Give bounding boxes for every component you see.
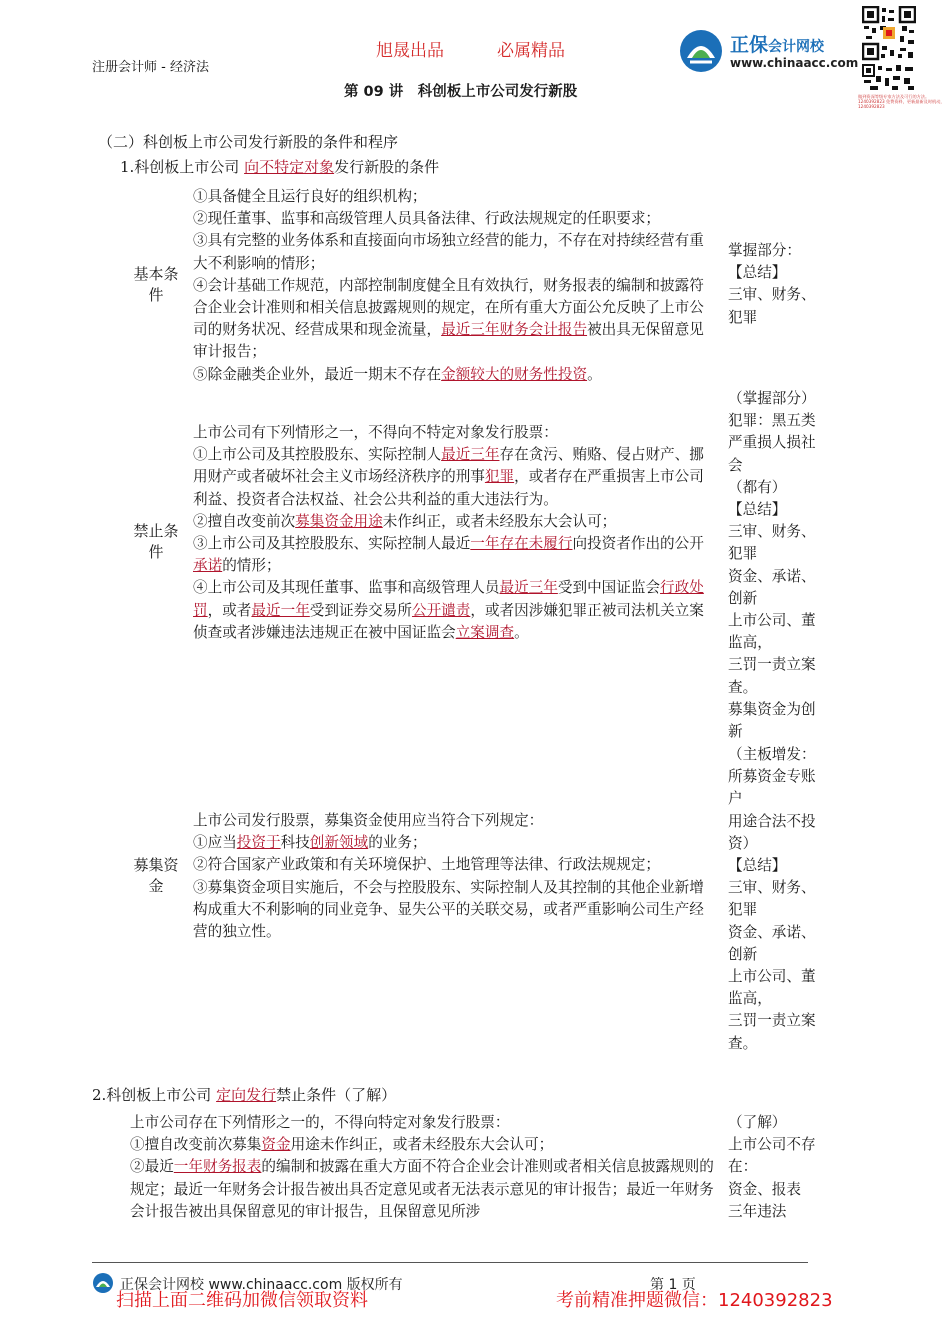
- promo-left: 扫描上面二维码加微信领取资料: [116, 1290, 368, 1311]
- part2-cell: [130, 1112, 718, 1223]
- lecture-title: 第 09 讲 科创板上市公司发行新股: [344, 84, 578, 100]
- prohibit-conditions-cell: [193, 422, 717, 644]
- section-title: （二）科创板上市公司发行新股的条件和程序: [98, 133, 399, 151]
- brand-logo-icon: [678, 28, 724, 74]
- note-line: （都有）: [728, 478, 787, 496]
- keyword: 向不特定对象: [244, 158, 335, 176]
- page-number: 第 1 页: [650, 1277, 696, 1293]
- keyword: 一年财务报表: [173, 1158, 262, 1176]
- row-label-prohibit: 禁止条件: [133, 522, 179, 561]
- keyword: 公开谴责: [411, 601, 471, 619]
- list-item: ④会计基础工作规范，内部控制制度健全且有效执行，财务报表的编制和披露符合企业会计准则和相关信息披露规则的规定，在所有重大方面公允反映了上市公司的财务状况、经营成果和现金流量，最近三年财务会计报告被出具无保留意见审计报告；: [193, 276, 704, 361]
- note-line: 严重损人损社会: [728, 434, 816, 474]
- note-line: 上市公司、董监高，: [728, 612, 816, 652]
- footer-divider: [92, 1262, 808, 1263]
- list-item: ④上市公司及其现任董事、监事和高级管理人员最近三年受到中国证监会行政处罚，或者最近一年受到证券交易所公开谴责，或者因涉嫌犯罪正被司法机关立案侦查或者涉嫌违法违规正在被中国证监会立案调查。: [193, 579, 704, 641]
- note-line: 三审、财务、犯罪: [728, 523, 816, 563]
- slogan-left: 旭晟出品: [376, 41, 444, 61]
- note-line: 资金、承诺、创新: [728, 923, 816, 963]
- keyword: 投资于: [236, 834, 281, 852]
- list-item: ③具有完整的业务体系和直接面向市场独立经营的能力，不存在对持续经营有重大不利影响的情形；: [193, 232, 704, 272]
- row-label-funds: 募集资金: [133, 856, 179, 895]
- list-item: ②符合国家产业政策和有关环境保护、土地管理等法律、行政法规规定；: [193, 856, 661, 874]
- keyword: 最近三年: [441, 446, 500, 464]
- note-line: 犯罪：黑五类: [728, 412, 816, 430]
- keyword: 最近一年: [251, 601, 310, 619]
- brand-name: 正保会计网校: [730, 34, 825, 56]
- note-line: （掌握部分）: [728, 390, 816, 407]
- note-line: 三罚一责立案查。: [728, 1012, 816, 1052]
- note-line: 【总结】: [728, 857, 787, 875]
- note-line: 募集资金为创新: [728, 700, 816, 741]
- keyword: 行政处罚: [193, 579, 704, 619]
- note-line: 上市公司、董监高，: [728, 968, 816, 1008]
- keyword: 最近三年: [499, 579, 558, 597]
- keyword: 募集资金用途: [295, 512, 383, 530]
- row-label-basic: 基本条件: [133, 265, 179, 304]
- promo-right: 考前精准押题微信：1240392823: [556, 1290, 833, 1311]
- note-line: 资金、报表: [728, 1180, 801, 1198]
- list-item: ⑤除金融类企业外，最近一期末不存在金额较大的财务性投资。: [193, 365, 602, 383]
- slogan-right: 必属精品: [497, 41, 565, 61]
- note-line: 三审、财务、犯罪: [728, 286, 816, 326]
- list-item: ③上市公司及其控股股东、实际控制人最近一年存在未履行向投资者作出的公开承诺的情形；: [193, 535, 704, 575]
- note-line: 【总结】: [728, 501, 787, 519]
- keyword: 定向发行: [216, 1086, 277, 1104]
- note-line: （主板增发：所募资金专账户: [728, 746, 816, 808]
- part2-note: [728, 1112, 828, 1223]
- footer-logo-icon: [92, 1272, 114, 1294]
- list-item: ②最近一年财务报表的编制和披露在重大方面不符合企业会计准则或者相关信息披露规则的规定；最近一年财务会计报告被出具否定意见或者无法表示意见的审计报告；最近一年财务会计报告被出具保留意见的审计报告，且保留意见所涉: [130, 1158, 714, 1220]
- note-line: 三罚一责立案查。: [728, 656, 816, 696]
- qr-code-icon[interactable]: [862, 6, 916, 92]
- keyword: 立案调查: [455, 623, 515, 641]
- keyword: 金额较大的财务性投资: [441, 365, 588, 383]
- part2-heading: 2.科创板上市公司 定向发行禁止条件（了解）: [92, 1086, 397, 1104]
- funds-note: [728, 744, 828, 1055]
- list-item: 上市公司发行股票，募集资金使用应当符合下列规定：: [193, 812, 544, 829]
- list-item: 上市公司存在下列情形之一的，不得向特定对象发行股票：: [130, 1114, 510, 1131]
- note-line: 三年违法: [728, 1202, 787, 1220]
- keyword: 一年存在未履行: [470, 535, 573, 553]
- note-line: 上市公司不存在：: [728, 1136, 816, 1176]
- brand-url: www.chinaacc.com: [730, 56, 859, 70]
- list-item: ②现任董事、监事和高级管理人员具备法律、行政法规规定的任职要求；: [193, 210, 661, 228]
- list-item: ①上市公司及其控股股东、实际控制人最近三年存在贪污、贿赂、侵占财产、挪用财产或者破坏社会主义市场经济秩序的刑事犯罪，或者存在严重损害上市公司利益、投资者合法权益、社会公共利益的重大违法行为。: [193, 446, 704, 508]
- brand-logo[interactable]: [678, 24, 859, 76]
- keyword: 创新领域: [309, 834, 369, 852]
- footer-copyright: 正保会计网校 www.chinaacc.com 版权所有: [120, 1277, 403, 1293]
- part1-heading: 1.科创板上市公司 向不特定对象发行新股的条件: [120, 158, 440, 176]
- list-item: ②擅自改变前次募集资金用途未作纠正，或者未经股东大会认可；: [193, 512, 617, 530]
- keyword: 最近三年财务会计报告: [441, 321, 588, 339]
- prohibit-note: [728, 388, 828, 743]
- funds-cell: [193, 810, 717, 943]
- keyword: 犯罪: [484, 468, 515, 486]
- note-line: 用途合法不投资）: [728, 812, 816, 852]
- basic-conditions-cell: [193, 186, 717, 386]
- keyword: 承诺: [193, 557, 223, 575]
- list-item: ①应当投资于科技创新领域的业务；: [193, 834, 427, 852]
- note-line: 【总结】: [728, 264, 787, 282]
- basic-note: [728, 240, 828, 329]
- list-item: ①具备健全且运行良好的组织机构；: [193, 188, 427, 205]
- note-line: 三审、财务、犯罪: [728, 879, 816, 919]
- list-item: 上市公司有下列情形之一，不得向不特定对象发行股票：: [193, 424, 558, 441]
- note-line: 掌握部分：: [728, 242, 801, 259]
- note-line: 资金、承诺、创新: [728, 567, 816, 607]
- qr-caption: 做到资深等级专家方法及可行的方法。1240392823 免费资料，更新最新及时机动，1240392823: [858, 94, 945, 109]
- document-subject: 注册会计师 - 经济法: [92, 60, 209, 75]
- note-line: （了解）: [728, 1114, 787, 1131]
- list-item: ①擅自改变前次募集资金用途未作纠正，或者未经股东大会认可；: [130, 1136, 554, 1154]
- list-item: ③募集资金项目实施后，不会与控股股东、实际控制人及其控制的其他企业新增构成重大不利影响的同业竞争、显失公平的关联交易，或者严重影响公司生产经营的独立性。: [193, 878, 704, 941]
- keyword: 资金: [261, 1136, 291, 1154]
